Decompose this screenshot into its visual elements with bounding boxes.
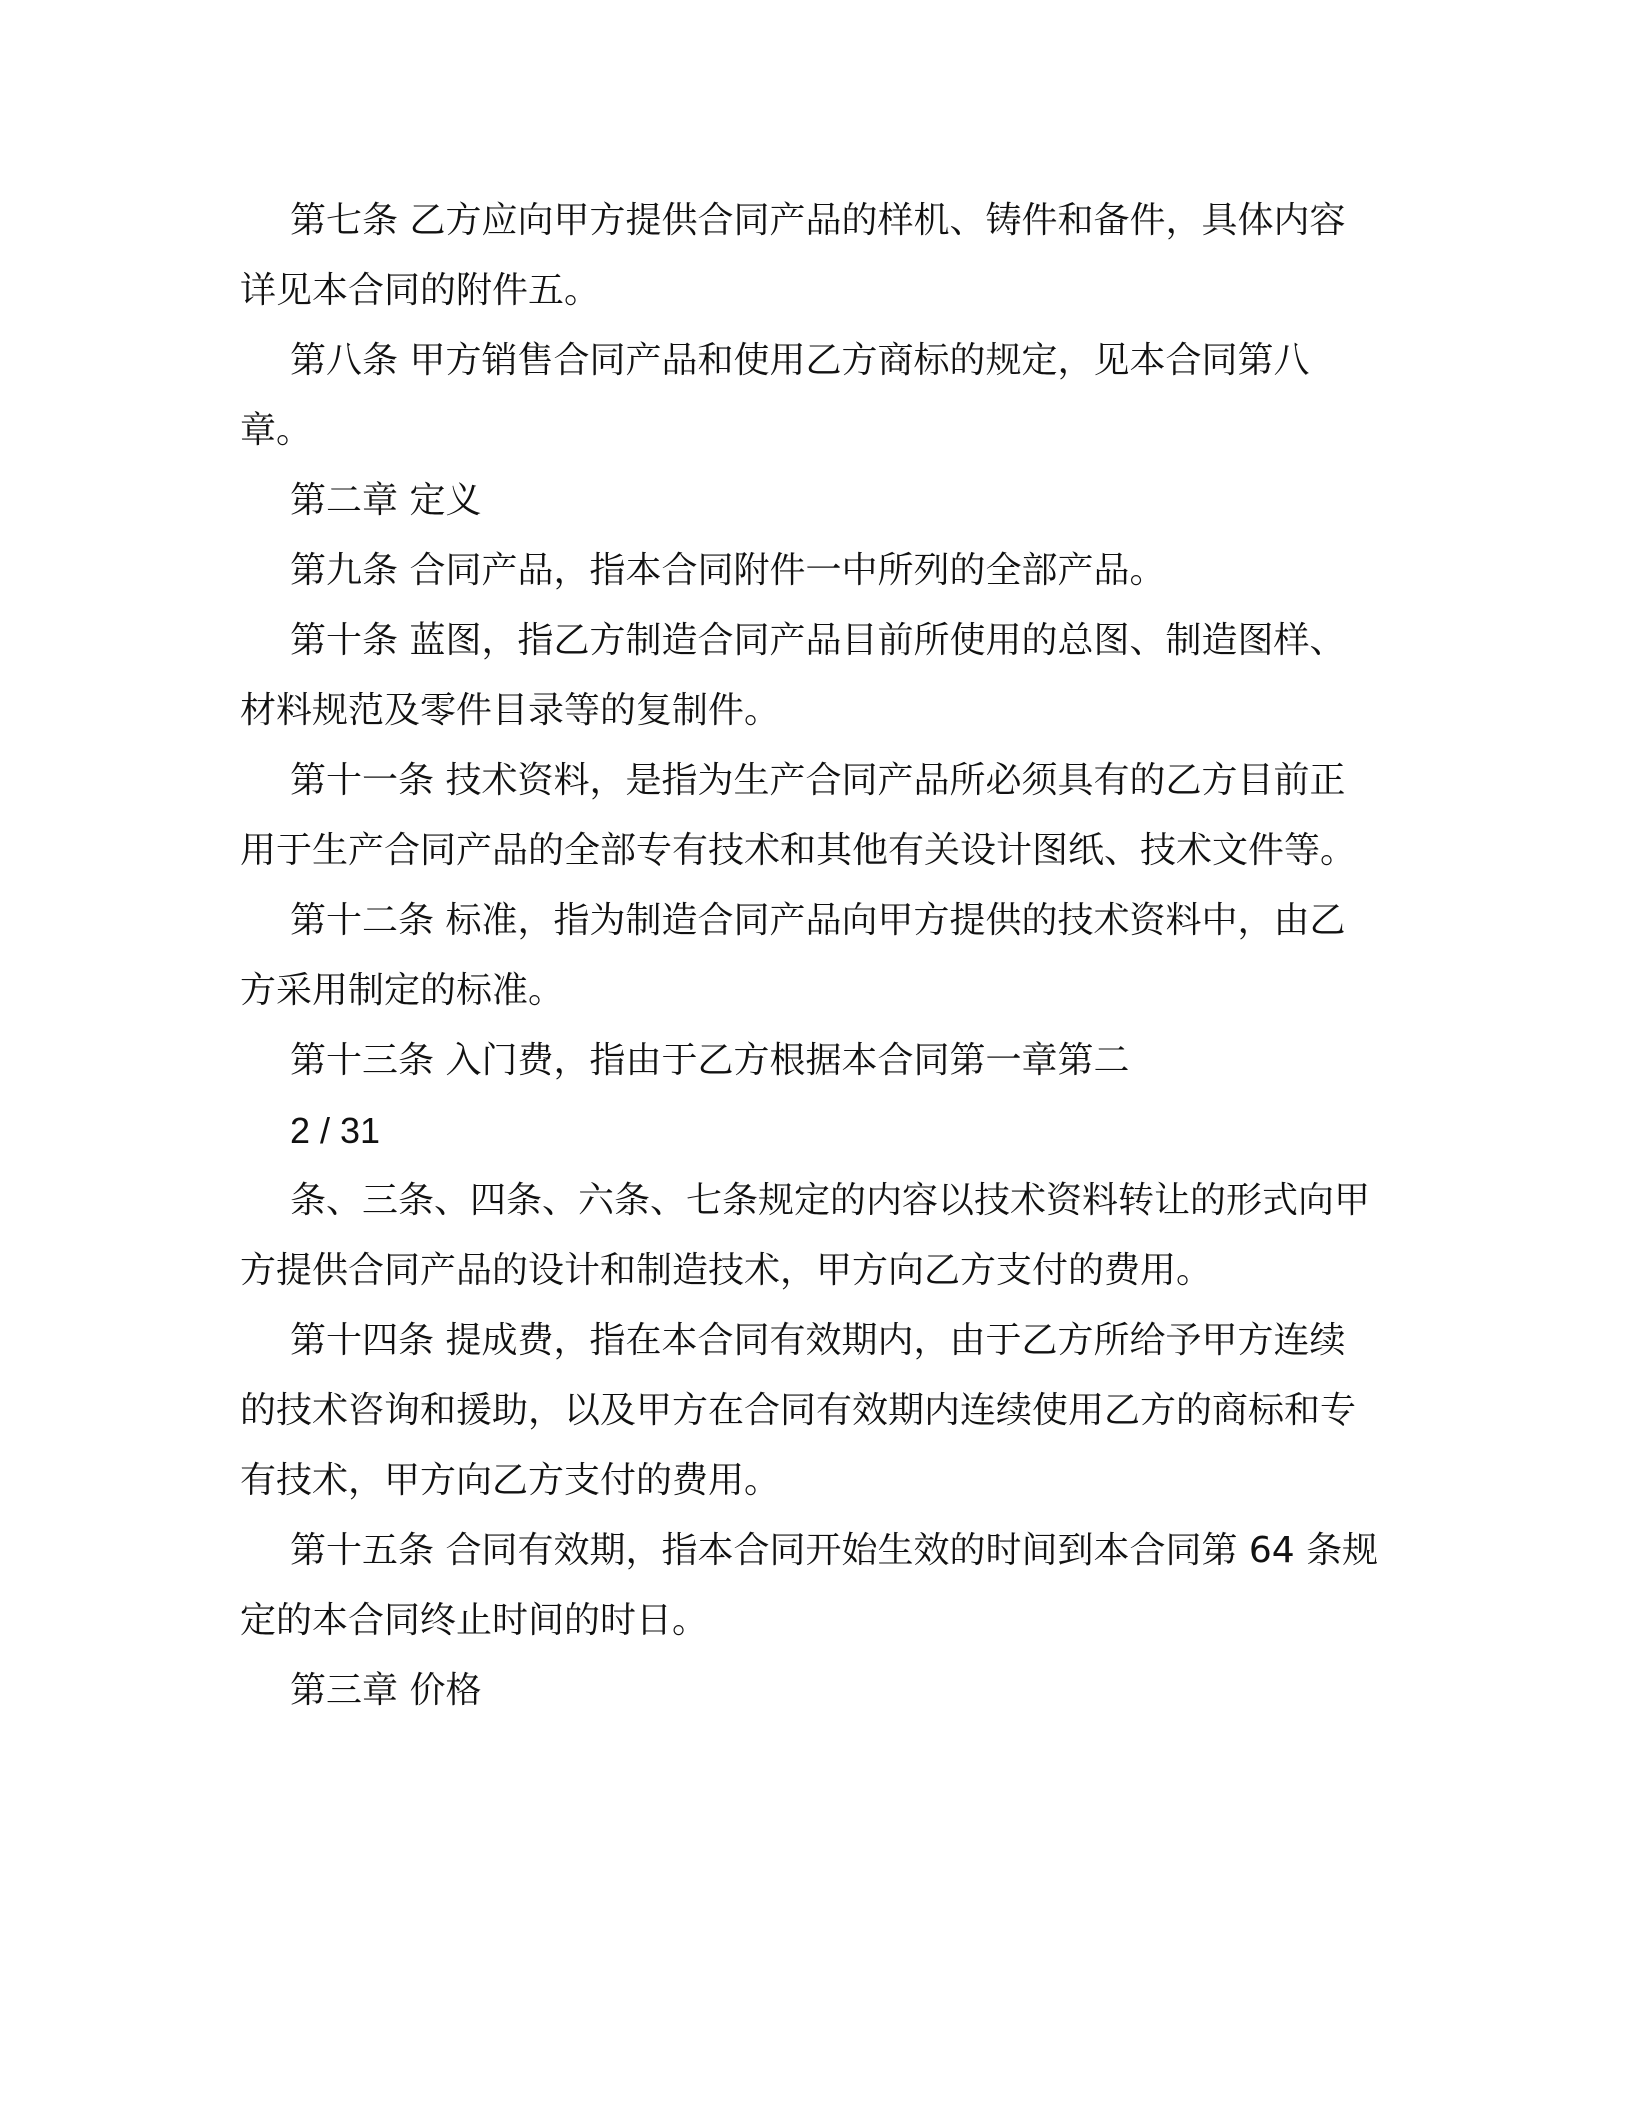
- article-9: 第九条 合同产品，指本合同附件一中所列的全部产品。: [290, 550, 1166, 591]
- article-12: 第十二条 标准，指为制造合同产品向甲方提供的技术资料中，由乙方采用制定的标准。: [240, 900, 1346, 1011]
- article-10: 第十条 蓝图，指乙方制造合同产品目前所使用的总图、制造图样、材料规范及零件目录等的复制件。: [240, 620, 1346, 731]
- article-13-start: 第十三条 入门费，指由于乙方根据本合同第一章第二: [290, 1040, 1130, 1081]
- article-15: 第十五条 合同有效期，指本合同开始生效的时间到本合同第 64 条规定的本合同终止时间的时日。: [240, 1530, 1379, 1641]
- article-8: 第八条 甲方销售合同产品和使用乙方商标的规定，见本合同第八章。: [240, 340, 1310, 451]
- chapter-2-heading: 第二章 定义: [290, 480, 482, 521]
- chapter-3-heading: 第三章 价格: [290, 1670, 482, 1711]
- article-7: 第七条 乙方应向甲方提供合同产品的样机、铸件和备件，具体内容详见本合同的附件五。: [240, 200, 1346, 311]
- article-14: 第十四条 提成费，指在本合同有效期内，由于乙方所给予甲方连续的技术咨询和援助，以及甲方在合同有效期内连续使用乙方的商标和专有技术，甲方向乙方支付的费用。: [240, 1320, 1357, 1501]
- page-number: 2 / 31: [290, 1110, 381, 1151]
- article-13-continued: 条、三条、四条、六条、七条规定的内容以技术资料转让的形式向甲方提供合同产品的设计和制造技术，甲方向乙方支付的费用。: [240, 1180, 1371, 1291]
- article-11: 第十一条 技术资料，是指为生产合同产品所必须具有的乙方目前正用于生产合同产品的全部专有技术和其他有关设计图纸、技术文件等。: [240, 760, 1357, 871]
- document-body: [240, 186, 1380, 1726]
